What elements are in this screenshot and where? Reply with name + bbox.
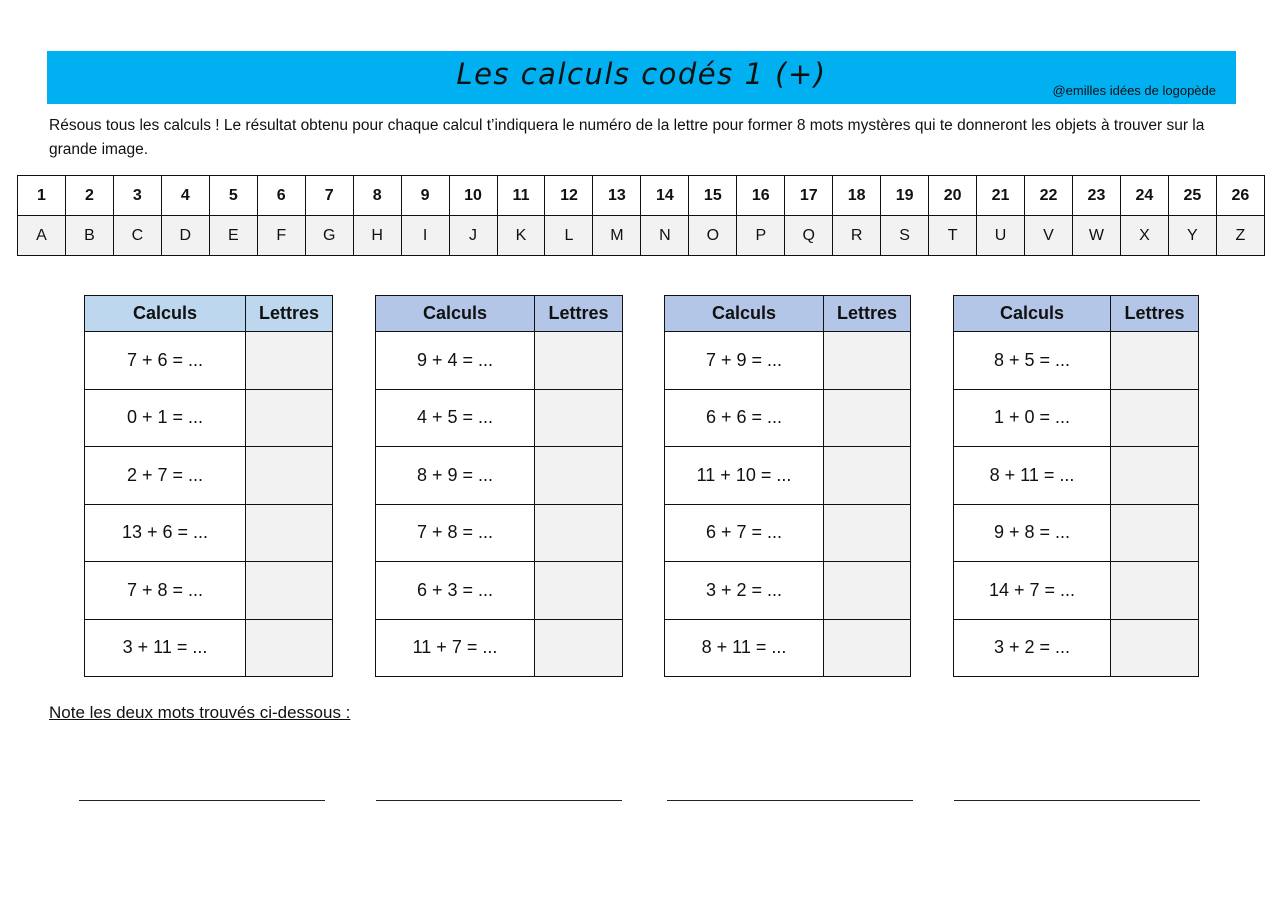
calc-expression: 8 + 11 = ... [954, 447, 1111, 505]
letter-answer-cell[interactable] [1111, 562, 1199, 620]
alphabet-number-cell: 11 [497, 176, 545, 216]
letter-answer-cell[interactable] [535, 332, 623, 390]
alphabet-letter-cell: L [545, 216, 593, 256]
letter-answer-cell[interactable] [824, 562, 911, 620]
alphabet-letter-cell: B [65, 216, 113, 256]
column-header-lettres: Lettres [1111, 296, 1199, 332]
letter-answer-cell[interactable] [535, 562, 623, 620]
table-row [954, 389, 1199, 447]
calc-expression: 8 + 5 = ... [954, 332, 1111, 390]
column-header-calculs: Calculs [665, 296, 824, 332]
letter-answer-cell[interactable] [824, 332, 911, 390]
table-row [376, 562, 623, 620]
calc-expression: 14 + 7 = ... [954, 562, 1111, 620]
table-row [665, 332, 911, 390]
letter-answer-cell[interactable] [1111, 504, 1199, 562]
answer-line-3[interactable] [667, 800, 913, 801]
letter-answer-cell[interactable] [246, 389, 333, 447]
alphabet-letter-cell: W [1072, 216, 1120, 256]
calc-expression: 9 + 4 = ... [376, 332, 535, 390]
alphabet-number-cell: 19 [881, 176, 929, 216]
alphabet-letter-cell: N [641, 216, 689, 256]
table-row [85, 389, 333, 447]
alphabet-letter-cell: X [1120, 216, 1168, 256]
calc-expression: 4 + 5 = ... [376, 389, 535, 447]
column-header-lettres: Lettres [535, 296, 623, 332]
author-credit: @emilles idées de logopède [1052, 83, 1216, 98]
table-row [85, 504, 333, 562]
alphabet-number-cell: 18 [833, 176, 881, 216]
letter-answer-cell[interactable] [824, 619, 911, 677]
alphabet-number-cell: 4 [161, 176, 209, 216]
alphabet-number-cell: 1 [18, 176, 66, 216]
calc-expression: 7 + 8 = ... [376, 504, 535, 562]
answer-line-1[interactable] [79, 800, 325, 801]
letter-answer-cell[interactable] [246, 447, 333, 505]
alphabet-letter-cell: I [401, 216, 449, 256]
alphabet-number-cell: 16 [737, 176, 785, 216]
table-row [376, 619, 623, 677]
table-row [954, 332, 1199, 390]
calc-expression: 6 + 7 = ... [665, 504, 824, 562]
table-row [85, 619, 333, 677]
alphabet-number-cell: 15 [689, 176, 737, 216]
table-row [954, 504, 1199, 562]
alphabet-letter-cell: O [689, 216, 737, 256]
alphabet-number-cell: 9 [401, 176, 449, 216]
calc-table-4 [953, 295, 1199, 677]
calc-expression: 1 + 0 = ... [954, 389, 1111, 447]
table-row [665, 447, 911, 505]
column-header-lettres: Lettres [246, 296, 333, 332]
letter-answer-cell[interactable] [1111, 389, 1199, 447]
alphabet-letter-cell: M [593, 216, 641, 256]
calc-expression: 6 + 3 = ... [376, 562, 535, 620]
alphabet-letter-cell: F [257, 216, 305, 256]
table-row [665, 619, 911, 677]
alphabet-number-cell: 8 [353, 176, 401, 216]
column-header-lettres: Lettres [824, 296, 911, 332]
calc-expression: 3 + 2 = ... [665, 562, 824, 620]
letter-answer-cell[interactable] [824, 447, 911, 505]
calc-expression: 3 + 11 = ... [85, 619, 246, 677]
letter-answer-cell[interactable] [1111, 332, 1199, 390]
alphabet-number-cell: 23 [1072, 176, 1120, 216]
answer-line-2[interactable] [376, 800, 622, 801]
alphabet-code-table [17, 175, 1265, 256]
letter-answer-cell[interactable] [535, 504, 623, 562]
alphabet-number-cell: 14 [641, 176, 689, 216]
alphabet-number-cell: 5 [209, 176, 257, 216]
calc-expression: 7 + 8 = ... [85, 562, 246, 620]
alphabet-letter-cell: S [881, 216, 929, 256]
alphabet-letter-cell: Z [1216, 216, 1264, 256]
table-row [665, 504, 911, 562]
alphabet-letter-cell: H [353, 216, 401, 256]
table-row [85, 332, 333, 390]
calc-table-2 [375, 295, 623, 677]
calc-expression: 13 + 6 = ... [85, 504, 246, 562]
column-header-calculs: Calculs [954, 296, 1111, 332]
table-row [954, 619, 1199, 677]
table-row [665, 562, 911, 620]
table-row [665, 389, 911, 447]
alphabet-letter-cell: V [1025, 216, 1073, 256]
page-title: Les calculs codés 1 (+) [456, 57, 827, 91]
letter-answer-cell[interactable] [535, 619, 623, 677]
calc-expression: 6 + 6 = ... [665, 389, 824, 447]
table-row [376, 447, 623, 505]
alphabet-number-cell: 21 [977, 176, 1025, 216]
alphabet-number-cell: 2 [65, 176, 113, 216]
alphabet-number-cell: 7 [305, 176, 353, 216]
table-row [376, 389, 623, 447]
calc-expression: 2 + 7 = ... [85, 447, 246, 505]
letter-answer-cell[interactable] [246, 619, 333, 677]
table-row [376, 332, 623, 390]
calc-expression: 11 + 10 = ... [665, 447, 824, 505]
alphabet-number-cell: 26 [1216, 176, 1264, 216]
note-label: Note les deux mots trouvés ci-dessous : [49, 703, 351, 722]
alphabet-number-cell: 25 [1168, 176, 1216, 216]
calc-expression: 8 + 11 = ... [665, 619, 824, 677]
alphabet-number-cell: 24 [1120, 176, 1168, 216]
letter-answer-cell[interactable] [824, 504, 911, 562]
calc-table-1 [84, 295, 333, 677]
alphabet-number-cell: 13 [593, 176, 641, 216]
calc-table-3 [664, 295, 911, 677]
alphabet-number-cell: 3 [113, 176, 161, 216]
letter-answer-cell[interactable] [246, 332, 333, 390]
alphabet-letter-cell: J [449, 216, 497, 256]
alphabet-number-row [18, 176, 1265, 216]
table-row [85, 562, 333, 620]
alphabet-letter-cell: C [113, 216, 161, 256]
table-row [954, 447, 1199, 505]
alphabet-letter-cell: G [305, 216, 353, 256]
instructions-text: Résous tous les calculs ! Le résultat obtenu pour chaque calcul t’indiquera le numéro de la lettre pour former 8 mots mystères qui te donneront les objets à trouver sur la grande image. [49, 117, 1205, 158]
calc-expression: 7 + 9 = ... [665, 332, 824, 390]
letter-answer-cell[interactable] [535, 447, 623, 505]
title-banner [47, 51, 1236, 104]
calc-expression: 7 + 6 = ... [85, 332, 246, 390]
alphabet-letter-cell: Q [785, 216, 833, 256]
alphabet-letter-cell: P [737, 216, 785, 256]
answer-line-4[interactable] [954, 800, 1200, 801]
calc-expression: 0 + 1 = ... [85, 389, 246, 447]
column-header-calculs: Calculs [85, 296, 246, 332]
calc-expression: 11 + 7 = ... [376, 619, 535, 677]
letter-answer-cell[interactable] [535, 389, 623, 447]
alphabet-number-cell: 17 [785, 176, 833, 216]
table-row [85, 447, 333, 505]
letter-answer-cell[interactable] [1111, 447, 1199, 505]
alphabet-letter-cell: Y [1168, 216, 1216, 256]
alphabet-letter-cell: E [209, 216, 257, 256]
letter-answer-cell[interactable] [824, 389, 911, 447]
alphabet-letter-row [18, 216, 1265, 256]
alphabet-letter-cell: R [833, 216, 881, 256]
alphabet-number-cell: 22 [1025, 176, 1073, 216]
table-row [376, 504, 623, 562]
alphabet-number-cell: 20 [929, 176, 977, 216]
alphabet-letter-cell: D [161, 216, 209, 256]
calc-expression: 8 + 9 = ... [376, 447, 535, 505]
alphabet-letter-cell: U [977, 216, 1025, 256]
calc-expression: 9 + 8 = ... [954, 504, 1111, 562]
alphabet-number-cell: 6 [257, 176, 305, 216]
alphabet-number-cell: 10 [449, 176, 497, 216]
column-header-calculs: Calculs [376, 296, 535, 332]
alphabet-letter-cell: A [18, 216, 66, 256]
alphabet-letter-cell: T [929, 216, 977, 256]
alphabet-letter-cell: K [497, 216, 545, 256]
letter-answer-cell[interactable] [246, 562, 333, 620]
table-row [954, 562, 1199, 620]
alphabet-number-cell: 12 [545, 176, 593, 216]
calc-expression: 3 + 2 = ... [954, 619, 1111, 677]
letter-answer-cell[interactable] [1111, 619, 1199, 677]
letter-answer-cell[interactable] [246, 504, 333, 562]
